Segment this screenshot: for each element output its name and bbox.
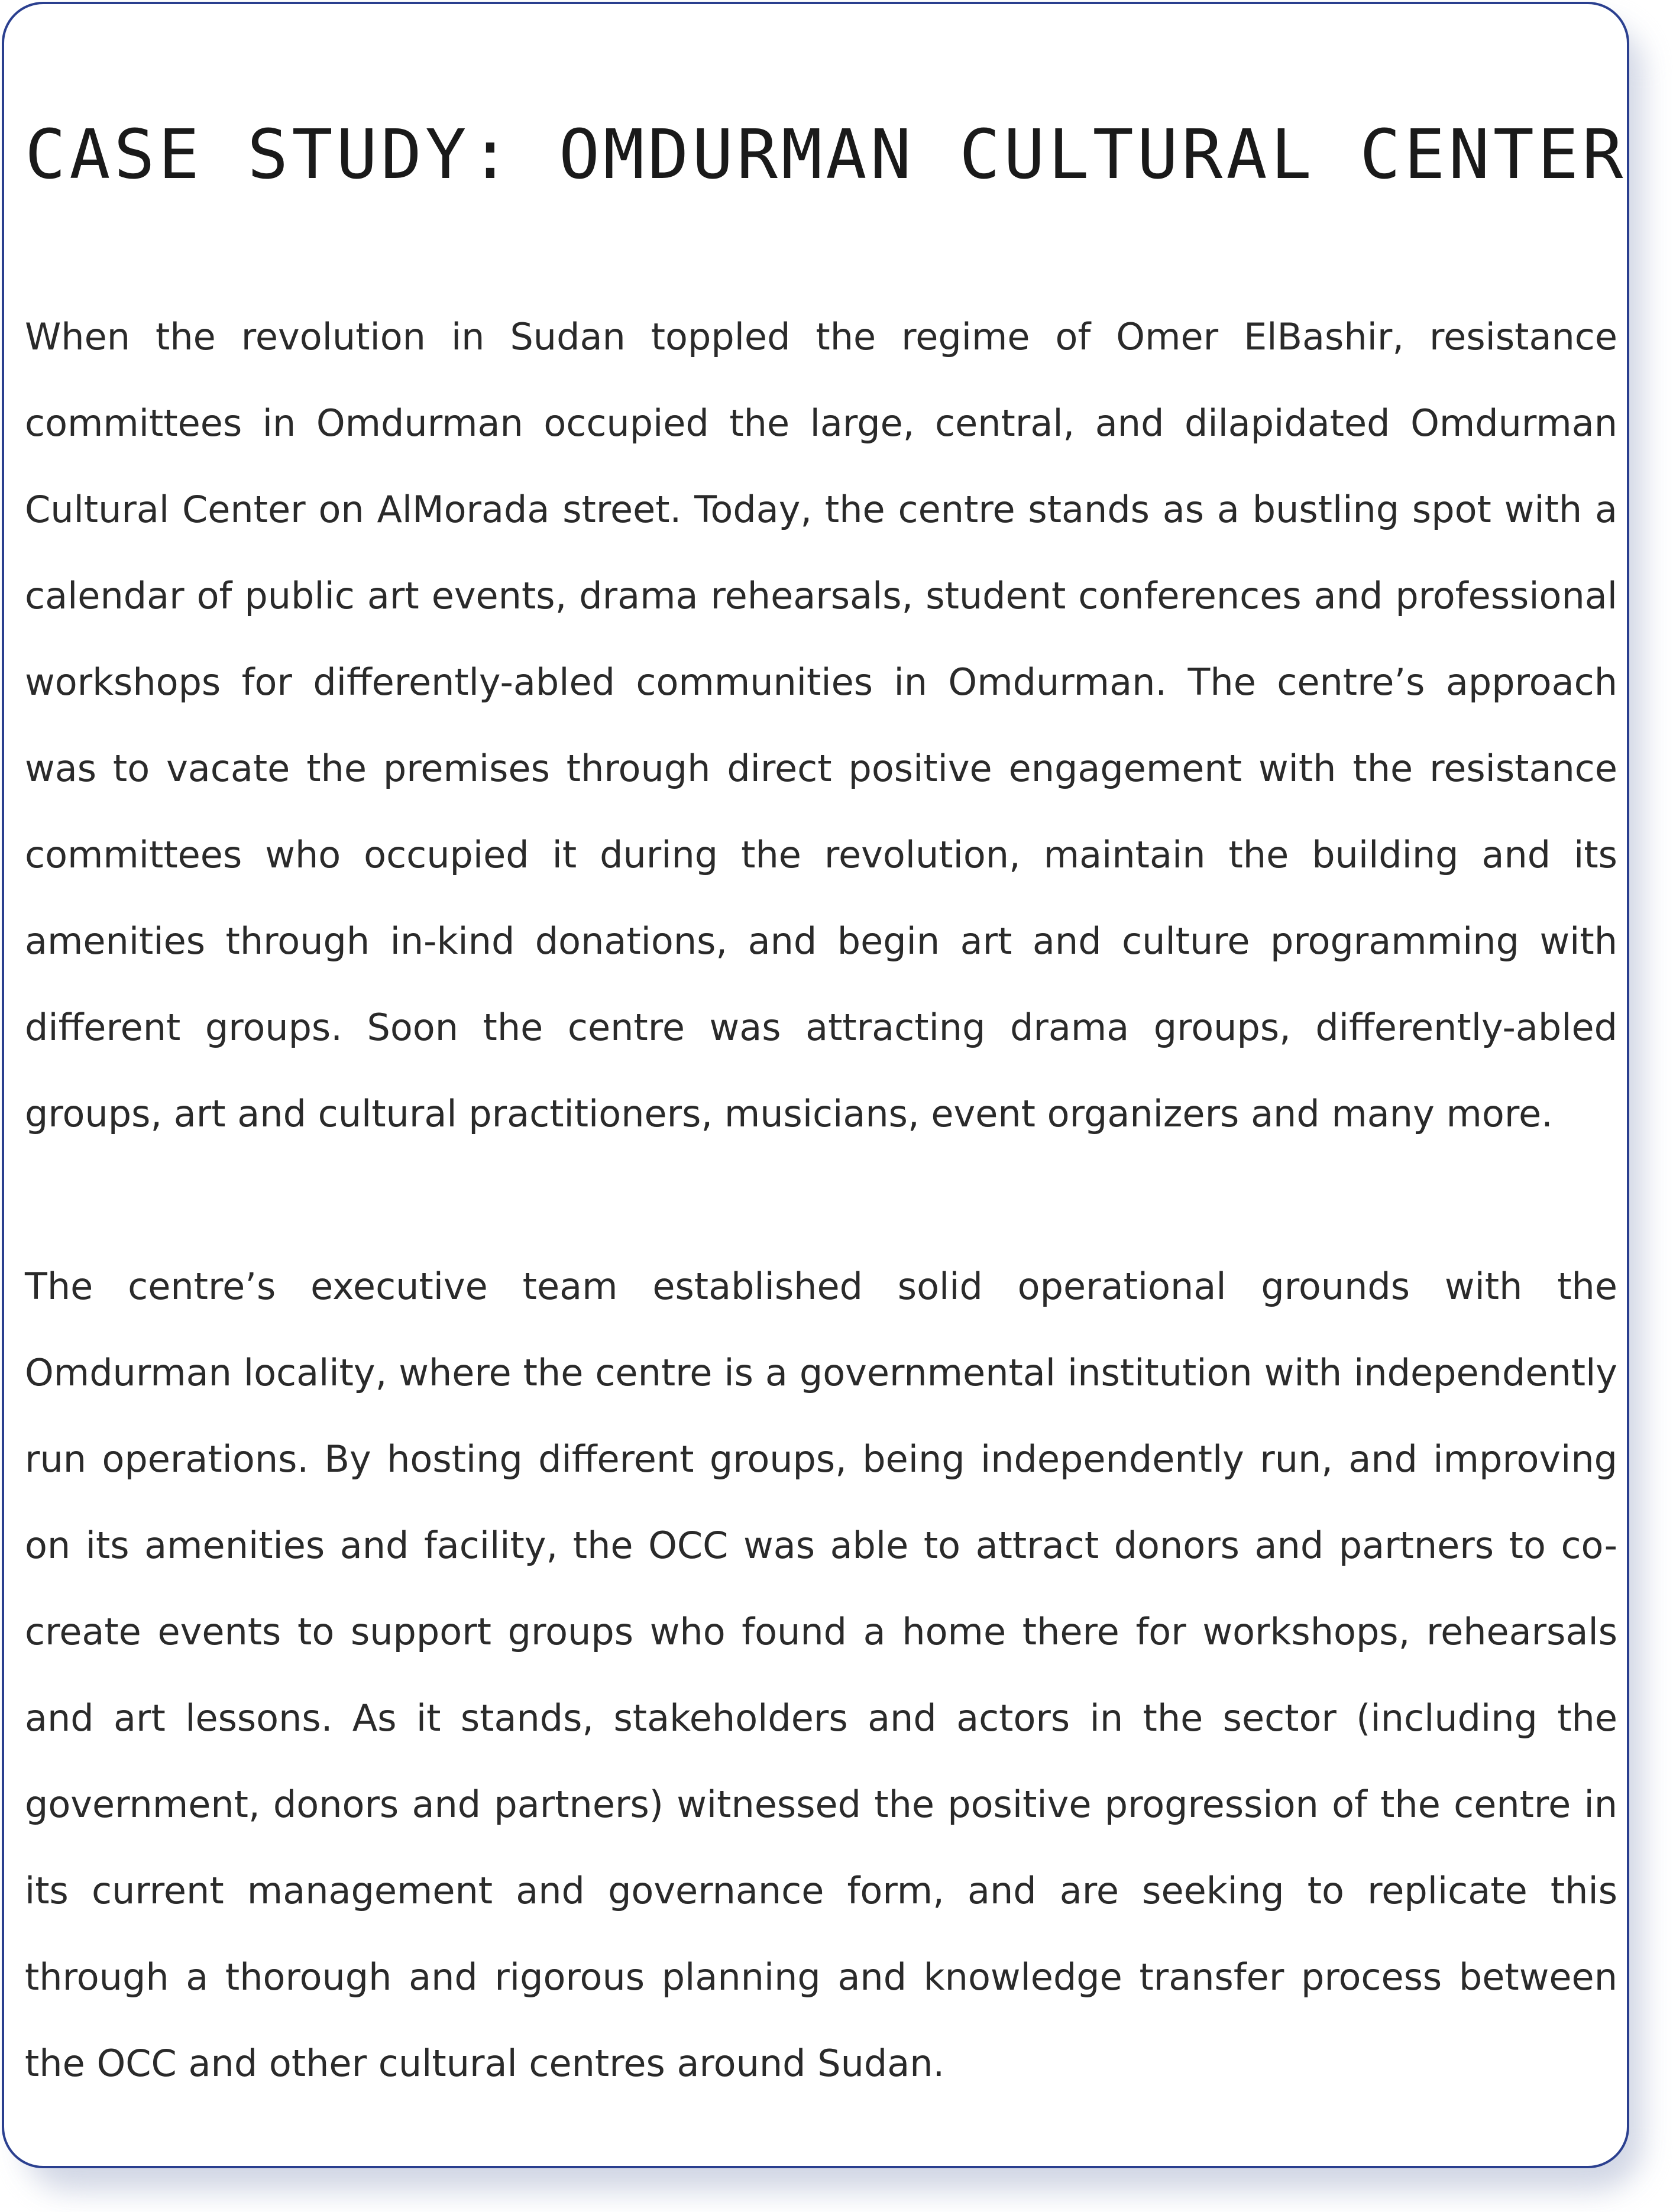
paragraph-1: When the revolution in Sudan toppled the regime of Omer ElBashir, resistance committees in Omdurman occupied the large, central, and dilapidated Omdurman Cultural Center on AlMorada street. Today, the centre stands as a bustling spot with a calendar of public art events, drama rehearsals, student conferences and professional workshops for differently-abled communities in Omdurman. The centre’s approach was to vacate the premises through direct positive engagement with the resistance committees who occupied it during the revolution, maintain the building and its amenities through in-kind donations, and begin art and culture programming with different groups. Soon the centre was attracting drama groups, differently-abled groups, art and cultural practitioners, musicians, event organizers and many more. — [25, 315, 1617, 1135]
case-study-card — [2, 2, 1629, 2168]
case-study-body — [25, 294, 1617, 2107]
case-study-title: CASE STUDY: OMDURMAN CULTURAL CENTER — [25, 115, 1627, 195]
paragraph-2: The centre’s executive team established solid operational grounds with the Omdurman locality, where the centre is a governmental institution with independently run operations. By hosting different groups, being independently run, and improving on its amenities and facility, the OCC was able to attract donors and partners to co-create events to support groups who found a home there for workshops, rehearsals and art lessons. As it stands, stakeholders and actors in the sector (including the government, donors and partners) witnessed the positive progression of the centre in its current management and governance form, and are seeking to replicate this through a thorough and rigorous planning and knowledge transfer process between the OCC and other cultural centres around Sudan. — [25, 1265, 1617, 2085]
